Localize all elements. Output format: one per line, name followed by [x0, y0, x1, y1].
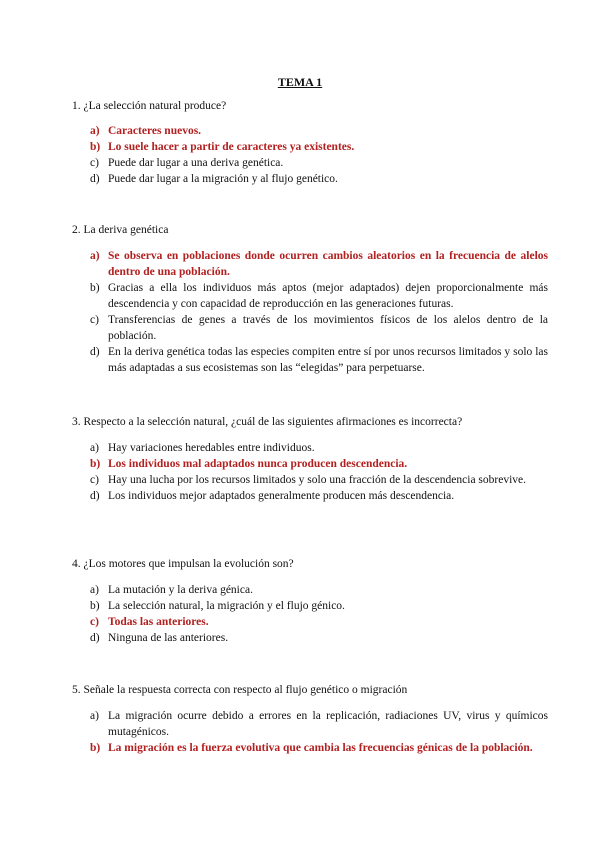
option-text: Se observa en poblaciones donde ocurren cambios aleatorios en la frecuencia de alelos dentro de una población.	[108, 250, 548, 278]
option-letter: a)	[90, 710, 99, 722]
option-list	[90, 440, 548, 504]
question-text: 4. ¿Los motores que impulsan la evolución son?	[72, 558, 294, 570]
option-letter: d)	[90, 490, 100, 502]
option-letter: b)	[90, 141, 101, 153]
option-text: Ninguna de las anteriores.	[108, 632, 229, 644]
option-c	[90, 614, 548, 630]
question-1	[72, 98, 532, 185]
option-c	[90, 155, 548, 171]
question-text: 5. Señale la respuesta correcta con respecto al flujo genético o migración	[72, 684, 408, 696]
option-text: Caracteres nuevos.	[108, 125, 202, 137]
option-a	[90, 440, 548, 456]
option-text: Los individuos mal adaptados nunca producen descendencia.	[108, 458, 408, 470]
option-d	[90, 344, 548, 376]
option-letter: b)	[90, 282, 100, 294]
option-text: Transferencias de genes a través de los movimientos físicos de los alelos dentro de la población.	[108, 314, 548, 342]
option-text: Hay una lucha por los recursos limitados y solo una fracción de la descendencia sobrevive.	[108, 474, 527, 486]
option-text: La migración ocurre debido a errores en la replicación, radiaciones UV, virus y químicos mutagénicos.	[108, 710, 548, 738]
option-text: Puede dar lugar a una deriva genética.	[108, 157, 284, 169]
question-text: 2. La deriva genética	[72, 224, 169, 236]
option-letter: c)	[90, 314, 99, 326]
option-letter: a)	[90, 125, 100, 137]
option-text: Hay variaciones heredables entre individuos.	[108, 442, 315, 454]
option-d	[90, 630, 548, 646]
question-text: 1. ¿La selección natural produce?	[72, 100, 227, 112]
option-text: La selección natural, la migración y el flujo génico.	[108, 600, 345, 612]
option-list	[90, 582, 548, 646]
option-d	[90, 171, 548, 187]
option-letter: a)	[90, 250, 100, 262]
question-text: 3. Respecto a la selección natural, ¿cuál de las siguientes afirmaciones es incorrecta?	[72, 416, 463, 428]
option-letter: b)	[90, 600, 100, 612]
option-a	[90, 582, 548, 598]
page-title: TEMA 1	[277, 75, 323, 89]
option-b	[90, 139, 548, 155]
option-letter: c)	[90, 616, 99, 628]
option-d	[90, 488, 548, 504]
option-text: Todas las anteriores.	[108, 616, 209, 628]
option-a	[90, 248, 548, 280]
option-b	[90, 456, 548, 472]
option-letter: a)	[90, 584, 99, 596]
option-letter: b)	[90, 458, 101, 470]
option-a	[90, 708, 548, 740]
option-letter: b)	[90, 742, 101, 754]
option-letter: c)	[90, 157, 99, 169]
option-text: Gracias a ella los individuos más aptos (mejor adaptados) dejen proporcionalmente más descendencia y con capacidad de reproducción en las generaciones futuras.	[108, 282, 548, 310]
option-letter: a)	[90, 442, 99, 454]
option-text: Puede dar lugar a la migración y al flujo genético.	[108, 173, 338, 185]
option-b	[90, 280, 548, 312]
option-text: La mutación y la deriva génica.	[108, 584, 253, 596]
option-letter: d)	[90, 346, 100, 358]
option-a	[90, 123, 548, 139]
option-letter: d)	[90, 632, 100, 644]
option-list	[90, 708, 548, 756]
option-text: Los individuos mejor adaptados generalmente producen más descendencia.	[108, 490, 455, 502]
option-b	[90, 740, 548, 756]
option-text: En la deriva genética todas las especies compiten entre sí por unos recursos limitados y solo las más adaptadas a sus ecosistemas son las “elegidas” para perpetuarse.	[108, 346, 548, 374]
question-3	[72, 414, 532, 502]
option-c	[90, 472, 548, 488]
option-text: La migración es la fuerza evolutiva que cambia las frecuencias génicas de la población.	[108, 742, 533, 754]
option-letter: c)	[90, 474, 99, 486]
question-4	[72, 556, 532, 644]
option-letter: d)	[90, 173, 100, 185]
option-b	[90, 598, 548, 614]
option-text: Lo suele hacer a partir de caracteres ya existentes.	[108, 141, 355, 153]
question-2	[72, 222, 548, 374]
option-c	[90, 312, 548, 344]
option-list	[90, 248, 548, 376]
option-list	[90, 123, 548, 187]
question-5	[72, 682, 548, 754]
